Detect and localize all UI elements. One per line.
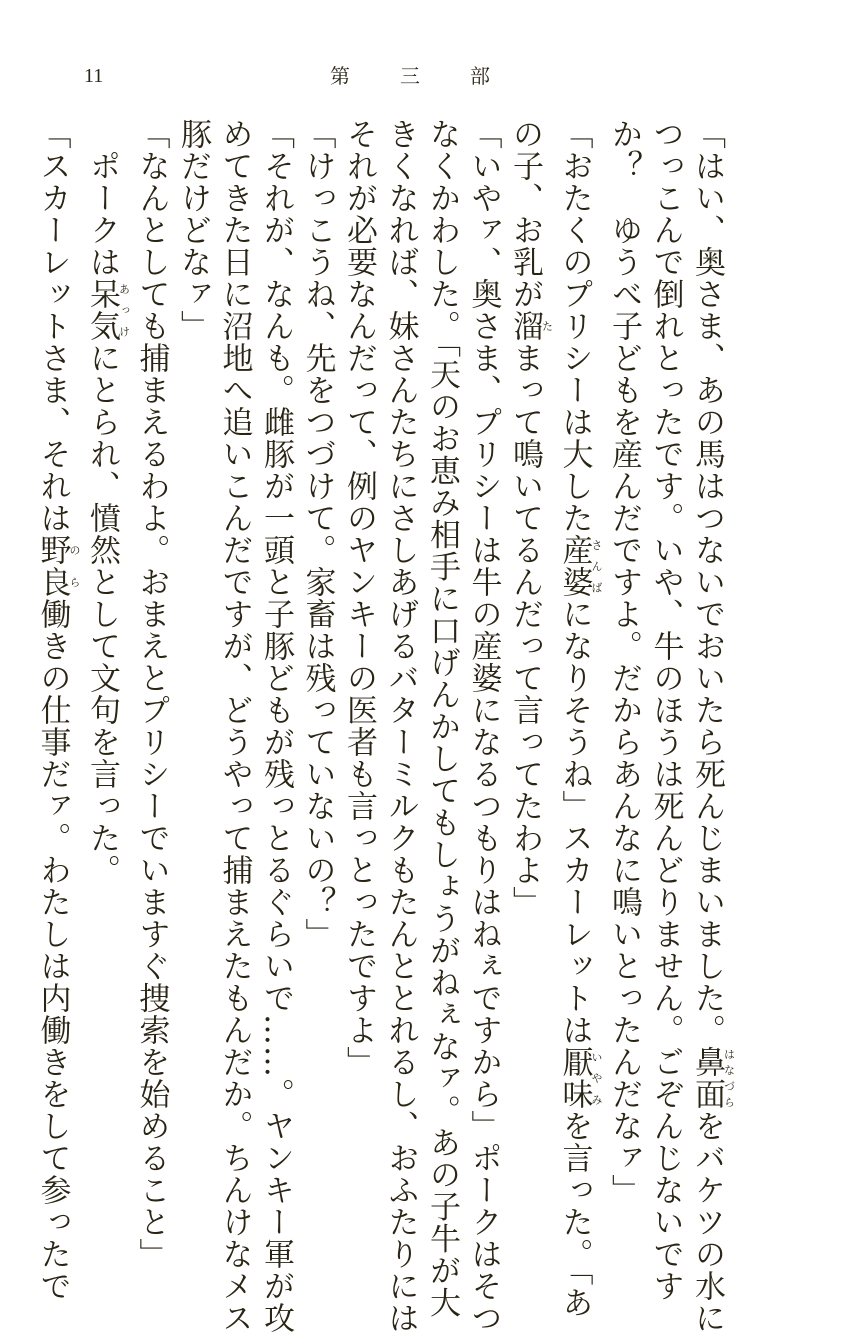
text-run: 「けっこうね、先をつづけて。家畜は残っていないの？」 bbox=[299, 118, 336, 950]
ruby-base: 呆気 bbox=[84, 278, 120, 342]
text-run: それが必要なんだって、例のヤンキーの医者も言っとったですよ」 bbox=[341, 118, 377, 1078]
text-line bbox=[462, 118, 504, 1334]
text-run: 「スカーレットさま、それは bbox=[34, 118, 71, 534]
running-head-char: 三 bbox=[400, 64, 420, 88]
text-run: なくかわした。「天のお恵み相手に口げんかしてもしょうがねぇなァ。あの子牛が大 bbox=[424, 118, 460, 1319]
ruby-annotated-word bbox=[507, 310, 554, 342]
ruby-base: 鼻面 bbox=[689, 1046, 725, 1110]
text-run: 豚だけどなァ」 bbox=[175, 118, 211, 342]
text-run: きくなれば、妹さんたちにさしあげるバターミルクもたんととれるし、おふたりには bbox=[382, 118, 419, 1334]
ruby-annotated-word bbox=[556, 534, 603, 598]
text-line bbox=[130, 118, 172, 1270]
ruby-base: 溜 bbox=[507, 310, 543, 342]
ruby-reading: はなづら bbox=[722, 1046, 736, 1110]
text-run: 「はい、奥さま、あの馬はつないでおいたら死んじまいました。 bbox=[689, 118, 725, 1046]
ruby-annotated-word bbox=[689, 1046, 736, 1110]
text-line bbox=[338, 118, 380, 1128]
text-line bbox=[644, 118, 686, 1302]
text-run: めてきた日に沼地へ追いこんだですが、どうやって捕まえたもんだか。ちんけなメス bbox=[216, 118, 253, 1334]
text-run: をバケツの水に bbox=[689, 1110, 725, 1334]
running-head bbox=[330, 64, 490, 88]
text-line bbox=[255, 118, 297, 1334]
text-line bbox=[686, 118, 736, 1334]
ruby-reading: いやみ bbox=[590, 1046, 603, 1110]
text-line bbox=[31, 118, 81, 1302]
text-run: を言った。「あ bbox=[556, 1110, 593, 1319]
text-run: 「それが、なんも。雌豚が一頭と子豚どもが残っとるぐらいで……。ヤンキー軍が攻 bbox=[258, 118, 294, 1334]
running-head-char: 第 bbox=[330, 64, 350, 88]
page-number: 11 bbox=[84, 65, 104, 87]
text-run: 働きの仕事だァ。わたしは内働きをして参ったで bbox=[34, 598, 71, 1302]
text-line bbox=[213, 118, 255, 1334]
ruby-reading: た bbox=[540, 310, 554, 342]
text-line bbox=[81, 118, 131, 1128]
text-line bbox=[553, 118, 603, 1319]
running-head-char: 部 bbox=[470, 64, 490, 88]
text-run: まって鳴いてるんだって言ってたわよ」 bbox=[507, 342, 543, 918]
ruby-annotated-word bbox=[34, 534, 81, 598]
ruby-reading: さんば bbox=[590, 534, 603, 598]
text-line bbox=[603, 118, 645, 1206]
vertical-text-body bbox=[31, 118, 736, 1334]
text-line bbox=[504, 118, 554, 1128]
text-run: になりそうね」スカーレットは bbox=[556, 598, 593, 1046]
ruby-annotated-word bbox=[556, 1046, 603, 1110]
text-run: 「なんとしても捕まえるわよ。おまえとプリシーでいますぐ捜索を始めること」 bbox=[133, 118, 170, 1270]
ruby-reading: あっけ bbox=[117, 278, 131, 342]
text-run: つっこんで倒れとったです。いや、牛のほうは死んどりません。ごぞんじないです bbox=[647, 118, 684, 1302]
ruby-base: 野良 bbox=[34, 534, 71, 598]
text-run: にとられ、憤然として文句を言った。 bbox=[84, 342, 120, 886]
text-run: の子、お乳が bbox=[507, 118, 543, 310]
text-line bbox=[379, 118, 421, 1334]
text-run: か？ ゆうべ子どもを産んだですよ。だからあんなに鳴いとったんだなァ」 bbox=[606, 118, 642, 1206]
ruby-base: 厭味 bbox=[556, 1046, 593, 1110]
text-line bbox=[296, 118, 338, 1128]
ruby-annotated-word bbox=[84, 278, 131, 342]
text-run: ポークは bbox=[84, 118, 120, 278]
text-line bbox=[172, 118, 214, 1128]
text-line bbox=[421, 118, 463, 1319]
text-run: 「おたくのプリシーは大した bbox=[556, 118, 593, 534]
text-run: 「いやァ、奥さま、プリシーは牛の産婆になるつもりはねぇですから」ポークはそつ bbox=[465, 118, 502, 1334]
ruby-reading: のら bbox=[68, 534, 81, 598]
ruby-base: 産婆 bbox=[556, 534, 593, 598]
